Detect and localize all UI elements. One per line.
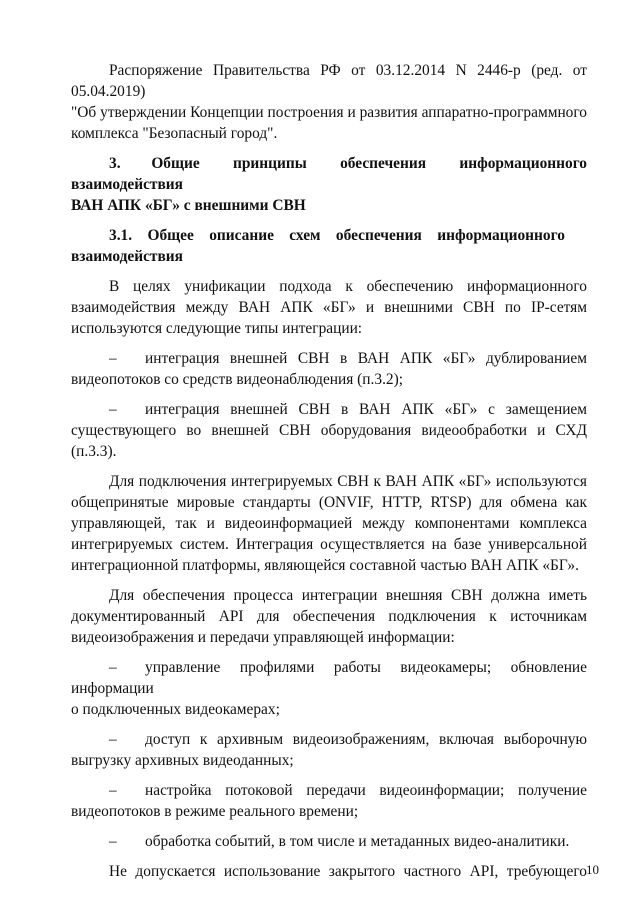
list-text: интеграция внешней СВН в ВАН АПК «БГ» с замещением	[145, 401, 587, 418]
list-item	[71, 348, 587, 390]
text-line	[71, 399, 587, 420]
text-line: Для обеспечения процесса интеграции внешняя СВН должна иметь	[109, 587, 587, 604]
list-item	[71, 831, 587, 852]
list-dash: –	[109, 401, 117, 418]
text-line: выгрузку архивных видеоданных;	[71, 752, 294, 769]
text-line	[71, 780, 587, 801]
list-text: интеграция внешней СВН в ВАН АПК «БГ» дублированием	[145, 350, 587, 367]
list-item	[71, 399, 587, 462]
header-line: комплекса "Безопасный город".	[71, 125, 278, 142]
text-line: о подключенных видеокамерах;	[71, 701, 280, 718]
list-dash: –	[109, 782, 117, 799]
list-text: управление профилями работы видеокамеры; обновление информации	[71, 659, 587, 697]
list-text: обработка событий, в том числе и метаданных видео-аналитики.	[145, 833, 570, 850]
paragraph-closed-api	[71, 861, 587, 882]
text-line: видеопотоков в режиме реального времени;	[71, 803, 359, 820]
list-dash: –	[109, 659, 117, 676]
paragraph-integration-types	[71, 276, 587, 339]
text-line: документированный API для обеспечения подключения к источникам	[71, 608, 587, 625]
list-dash: –	[109, 731, 117, 748]
list-text: доступ к архивным видеоизображениям, включая выборочную	[145, 731, 587, 748]
text-line: общепринятые мировые стандарты (ONVIF, HTTP, RTSP) для обмена как	[71, 494, 587, 511]
text-line: используются следующие типы интеграции:	[71, 320, 363, 337]
header-line: Распоряжение Правительства РФ от 03.12.2014 N 2446-р (ред. от 05.04.2019)	[71, 62, 587, 100]
list-dash: –	[109, 833, 117, 850]
heading-line: 3. Общие принципы обеспечения информационного взаимодействия	[71, 155, 587, 193]
section-3-1-heading	[71, 225, 587, 267]
list-item	[71, 729, 587, 771]
text-line: управляющей, так и видеоинформацией между компонентами комплекса	[71, 515, 587, 532]
text-line	[71, 348, 587, 369]
document-body	[71, 60, 587, 882]
list-item	[71, 780, 587, 822]
text-line: Не допускается использование закрытого частного API, требующего	[109, 863, 587, 880]
text-line	[71, 729, 587, 750]
text-line: взаимодействия между ВАН АПК «БГ» и внешними СВН по IP-сетям	[71, 299, 587, 316]
heading-line: 3.1. Общее описание схем обеспечения информационного	[109, 227, 565, 244]
text-line	[71, 831, 587, 852]
source-header	[71, 60, 587, 144]
text-line: Для подключения интегрируемых СВН к ВАН АПК «БГ» используются	[109, 473, 587, 490]
list-text: настройка потоковой передачи видеоинформации; получение	[145, 782, 587, 799]
list-dash: –	[109, 350, 117, 367]
header-line: "Об утверждении Концепции построения и развития аппаратно-программного	[71, 104, 587, 121]
heading-line: взаимодействия	[71, 248, 183, 265]
text-line: В целях унификации подхода к обеспечению информационного	[109, 278, 587, 295]
list-item	[71, 657, 587, 720]
text-line: интеграционной платформы, являющейся составной частью ВАН АПК «БГ».	[71, 557, 579, 574]
text-line: существующего во внешней СВН оборудования видеообработки и СХД (п.3.3).	[71, 422, 587, 460]
text-line: видеопотоков со средств видеонаблюдения (п.3.2);	[71, 371, 404, 388]
paragraph-api-requirements	[71, 585, 587, 648]
section-3-heading	[71, 153, 587, 216]
page-number: 10	[586, 862, 599, 877]
heading-line: ВАН АПК «БГ» с внешними СВН	[71, 197, 306, 214]
text-line: интегрируемых систем. Интеграция осуществляется на базе универсальной	[71, 536, 587, 553]
paragraph-standards	[71, 471, 587, 576]
text-line: видеоизображения и передачи управляющей информации:	[71, 629, 455, 646]
text-line	[71, 657, 587, 699]
